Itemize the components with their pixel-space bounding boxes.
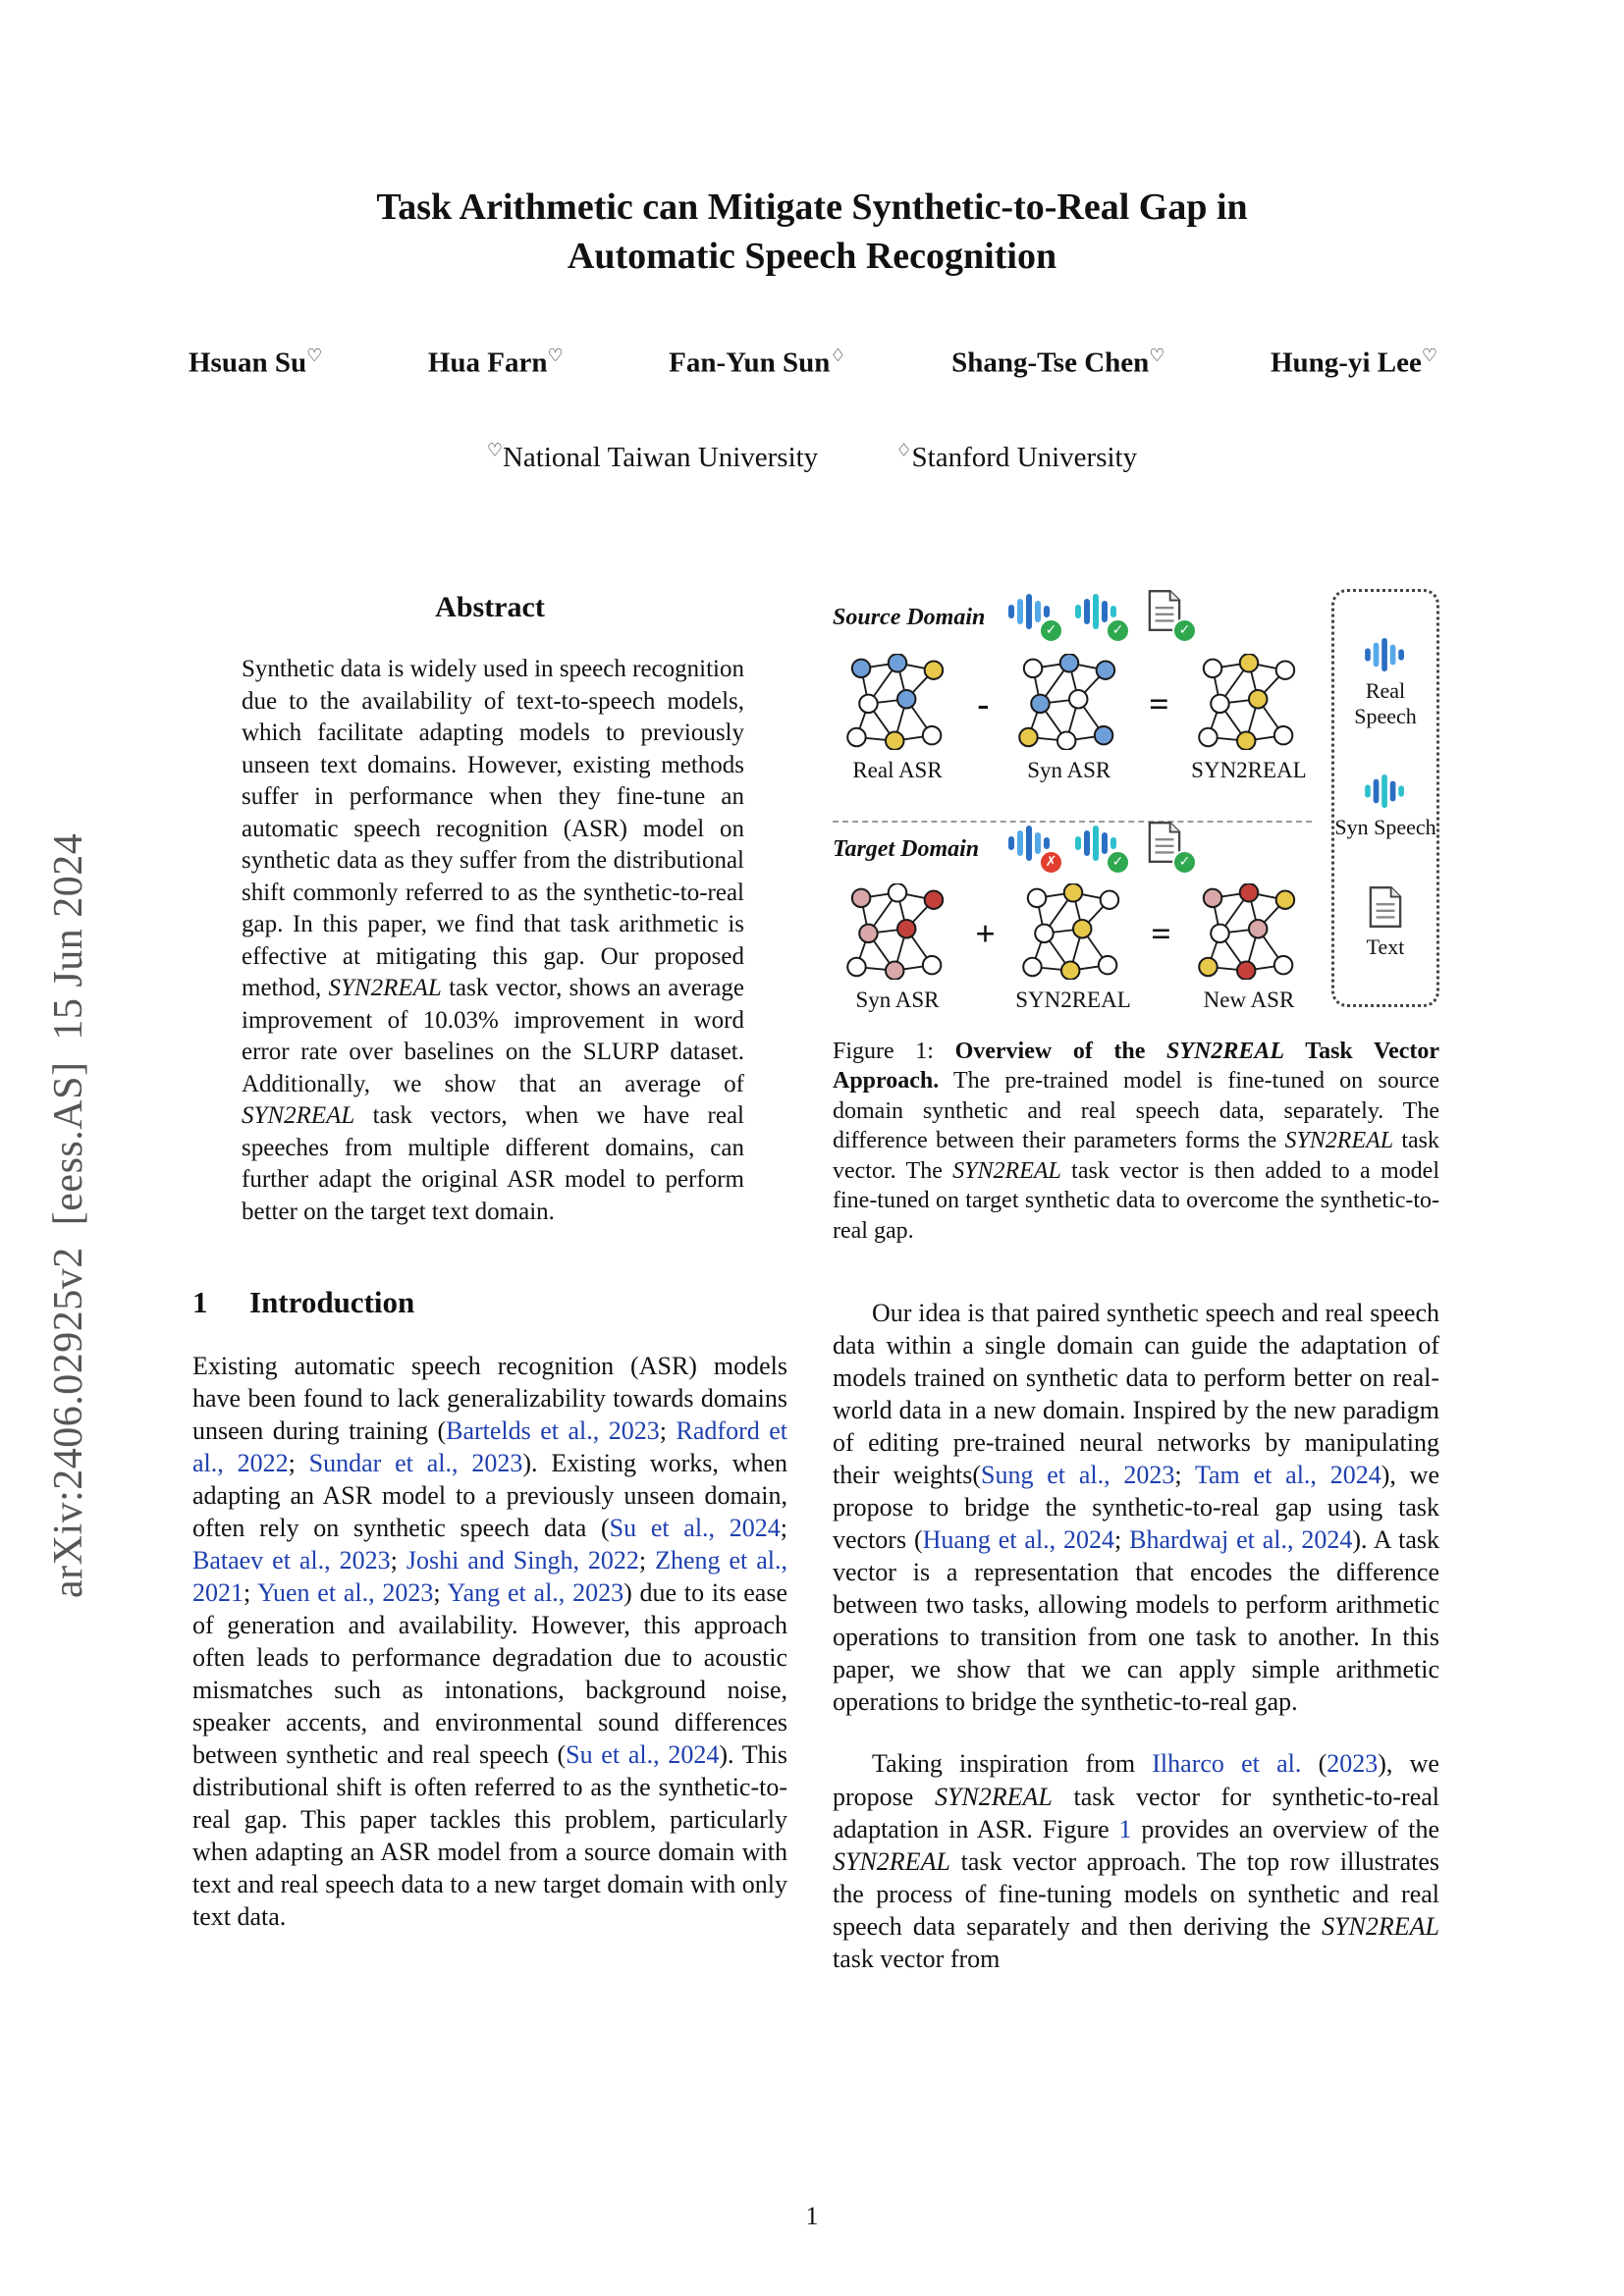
network-real-asr: [837, 654, 958, 783]
affiliation-mark: ♢: [895, 440, 912, 460]
author-affiliation-mark: ♡: [547, 346, 564, 366]
network-graph: [839, 883, 956, 980]
section-title: Introduction: [249, 1285, 415, 1319]
citation-link[interactable]: Radford et al., 2022: [192, 1416, 787, 1478]
op-plus: +: [975, 914, 996, 953]
citation-link[interactable]: Bataev et al., 2023: [192, 1546, 391, 1575]
affiliation-row: [0, 440, 1624, 474]
network-graph: [1014, 883, 1132, 980]
equals-icon: =: [1149, 684, 1169, 723]
legend-label: Syn Speech: [1334, 815, 1436, 839]
author-5: [1271, 346, 1437, 380]
affiliation-name: Stanford University: [911, 441, 1138, 473]
source-equation-row: [837, 654, 1310, 783]
body-paragraph: Taking inspiration from Ilharco et al. (2023), we propose SYN2REAL task vector for synthetic-to-real adaptation in ASR. Figure 1 provides an overview of the SYN2REAL task vector approach. The top row illustrates the process of fine-tuning models on synthetic and real speech data separately and then deriving the SYN2REAL task vector from: [833, 1749, 1439, 1973]
author-4: [951, 346, 1164, 380]
citation-link[interactable]: Su et al., 2024: [566, 1740, 720, 1770]
citation-link[interactable]: Sundar et al., 2023: [308, 1449, 523, 1478]
check-badge: ✓: [1106, 850, 1130, 875]
author-name: Shang-Tse Chen: [951, 347, 1150, 379]
affiliation-stanford: [895, 442, 1137, 473]
text-doc-icon: [1141, 585, 1192, 642]
net-label-syn2real: SYN2REAL: [1191, 758, 1307, 782]
author-3: [669, 346, 845, 380]
network-syn2real: [1188, 654, 1310, 783]
syn-speech-icon: [1074, 585, 1125, 642]
equals-icon: =: [1151, 914, 1171, 953]
network-graph: [1190, 654, 1308, 750]
legend-item-syn-speech: [1334, 774, 1435, 839]
legend-label: Real Speech: [1354, 678, 1417, 728]
target-equation-row: [837, 883, 1310, 1013]
source-domain-label: Source Domain: [833, 605, 986, 630]
check-badge: ✓: [1172, 618, 1197, 643]
text-icon: [1369, 885, 1402, 929]
citation-link[interactable]: Zheng et al., 2021: [192, 1546, 788, 1608]
network-graph: [839, 654, 956, 750]
net-label-syn-asr: Syn ASR: [1027, 758, 1111, 782]
author-name: Fan-Yun Sun: [669, 347, 831, 379]
op-minus: -: [977, 684, 990, 723]
section-heading-introduction: [192, 1285, 787, 1320]
affiliation-mark: ♡: [486, 440, 503, 460]
net-label-new-asr: New ASR: [1203, 988, 1295, 1012]
paper-title-line2: Automatic Speech Recognition: [567, 236, 1057, 278]
page-number: 1: [805, 2202, 819, 2230]
abstract-text: Synthetic data is widely used in speech recognition due to the availability of text-to-speech models, which facilitate adapting models to previously unseen text domains. However, existing methods suffer in performance when they fine-tune an automatic speech recognition (ASR) model on synthetic data as they suffer from the distributional shift commonly referred to as the synthetic-to-real gap. In this paper, we find that task arithmetic is effective at mitigating this gap. Our proposed method, SYN2REAL task vector, shows an average improvement of 10.03% improvement in word error rate over baselines on the SLURP dataset. Additionally, we show that an average of SYN2REAL task vectors, when we have real speeches from multiple different domains, can further adapt the original ASR model to perform better on the target text domain.: [242, 656, 744, 1225]
abstract-heading: Abstract: [435, 591, 545, 623]
affiliation-ntu: [487, 442, 818, 473]
affiliation-name: National Taiwan University: [502, 441, 819, 473]
author-affiliation-mark: ♢: [830, 346, 846, 366]
real-speech-unavailable-icon: [1007, 817, 1058, 874]
cross-badge: ✗: [1039, 850, 1063, 875]
author-name: Hua Farn: [427, 347, 548, 379]
paper-title: [0, 183, 1624, 281]
source-domain-icons: [1007, 585, 1192, 642]
citation-link[interactable]: Huang et al., 2024: [922, 1525, 1115, 1555]
figure-1: [833, 585, 1439, 1025]
text-doc-icon: [1141, 817, 1192, 874]
net-label-syn2real-target: SYN2REAL: [1015, 988, 1131, 1012]
legend-label: Text: [1366, 934, 1405, 959]
author-affiliation-mark: ♡: [306, 346, 323, 366]
author-2: [428, 346, 564, 380]
citation-link[interactable]: Su et al., 2024: [609, 1514, 781, 1543]
figure-legend: [1331, 589, 1439, 1007]
body-paragraph: Our idea is that paired synthetic speech and real speech data within a single domain can guide the adaptation of models trained on synthetic data to perform better on real-world data in a new domain. Inspired by the new paradigm of editing pre-trained neural networks by manipulating their weights(Sung et al., 2023; Tam et al., 2024), we propose to bridge the synthetic-to-real gap using task vectors (Huang et al., 2024; Bhardwaj et al., 2024). A task vector is a representation that encodes the difference between two tasks, allowing models to perform arithmetic operations to transition from one task to another. In this paper, we show that we can apply simple arithmetic operations to bridge the synthetic-to-real gap.: [833, 1299, 1440, 1717]
author-row: [189, 346, 1437, 380]
citation-link[interactable]: 2023: [1326, 1749, 1379, 1779]
check-badge: ✓: [1039, 618, 1063, 643]
citation-link[interactable]: Joshi and Singh, 2022: [406, 1546, 639, 1575]
author-affiliation-mark: ♡: [1421, 346, 1437, 366]
right-column: [833, 585, 1439, 1975]
real-speech-icon: [1364, 637, 1407, 672]
author-1: [189, 346, 322, 380]
author-affiliation-mark: ♡: [1149, 346, 1165, 366]
figure-caption: Figure 1: Overview of the SYN2REAL Task Vector Approach. The pre-trained model is fine-tuned on source domain synthetic and real speech data, separately. The difference between their parameters forms the SYN2REAL task vector. The SYN2REAL task vector is then added to a model fine-tuned on target synthetic data to overcome the synthetic-to-real gap.: [833, 1039, 1440, 1244]
target-domain-icons: [1007, 817, 1192, 874]
network-syn2real-target: [1012, 883, 1134, 1013]
legend-item-text: [1367, 885, 1405, 959]
real-speech-icon: [1007, 585, 1058, 642]
target-domain-label: Target Domain: [833, 836, 980, 862]
intro-paragraph: Existing automatic speech recognition (ASR) models have been found to lack generalizability towards domains unseen during training (Bartelds et al., 2023; Radford et al., 2022; Sundar et al., 2023). Existing works, when adapting an ASR model to a previously unseen domain, often rely on synthetic speech data (Su et al., 2024; Bataev et al., 2023; Joshi and Singh, 2022; Zheng et al., 2021; Yuen et al., 2023; Yang et al., 2023) due to its ease of generation and availability. However, this approach often leads to performance degradation due to acoustic mismatches such as intonations, background noise, speaker accents, and environmental sound differences between synthetic and real speech (Su et al., 2024). This distributional shift is often referred to as the synthetic-to-real gap. This paper tackles this problem, particularly when adapting an ASR model from a source domain with text and real speech data to a new target domain with only text data.: [192, 1352, 788, 1932]
citation-link[interactable]: 1: [1118, 1814, 1132, 1843]
citation-link[interactable]: Sung et al., 2023: [981, 1461, 1175, 1490]
network-syn-asr-target: [837, 883, 958, 1013]
left-column: [192, 587, 787, 1933]
citation-link[interactable]: Ilharco et al.: [1152, 1749, 1302, 1779]
check-badge: ✓: [1172, 850, 1197, 875]
citation-link[interactable]: Tam et al., 2024: [1194, 1461, 1381, 1490]
net-label-syn-asr-target: Syn ASR: [855, 988, 940, 1012]
net-label-real-asr: Real ASR: [852, 758, 943, 782]
network-graph: [1190, 883, 1308, 980]
syn-speech-icon: [1364, 774, 1407, 809]
citation-link[interactable]: Bartelds et al., 2023: [446, 1416, 660, 1446]
arxiv-watermark: arXiv:2406.02925v2 [eess.AS] 15 Jun 2024: [46, 832, 91, 1598]
network-graph: [1010, 654, 1128, 750]
citation-link[interactable]: Yuen et al., 2023: [257, 1578, 434, 1608]
network-syn-asr-source: [1008, 654, 1130, 783]
network-new-asr: [1188, 883, 1310, 1013]
syn-speech-icon: [1074, 817, 1125, 874]
section-number: 1: [192, 1285, 208, 1319]
legend-item-real-speech: [1334, 637, 1436, 728]
paper-title-line1: Task Arithmetic can Mitigate Synthetic-to-Real Gap in: [376, 187, 1248, 228]
citation-link[interactable]: Yang et al., 2023: [447, 1578, 624, 1608]
author-name: Hsuan Su: [189, 347, 307, 379]
author-name: Hung-yi Lee: [1270, 347, 1422, 379]
check-badge: ✓: [1106, 618, 1130, 643]
citation-link[interactable]: Bhardwaj et al., 2024: [1129, 1525, 1353, 1555]
